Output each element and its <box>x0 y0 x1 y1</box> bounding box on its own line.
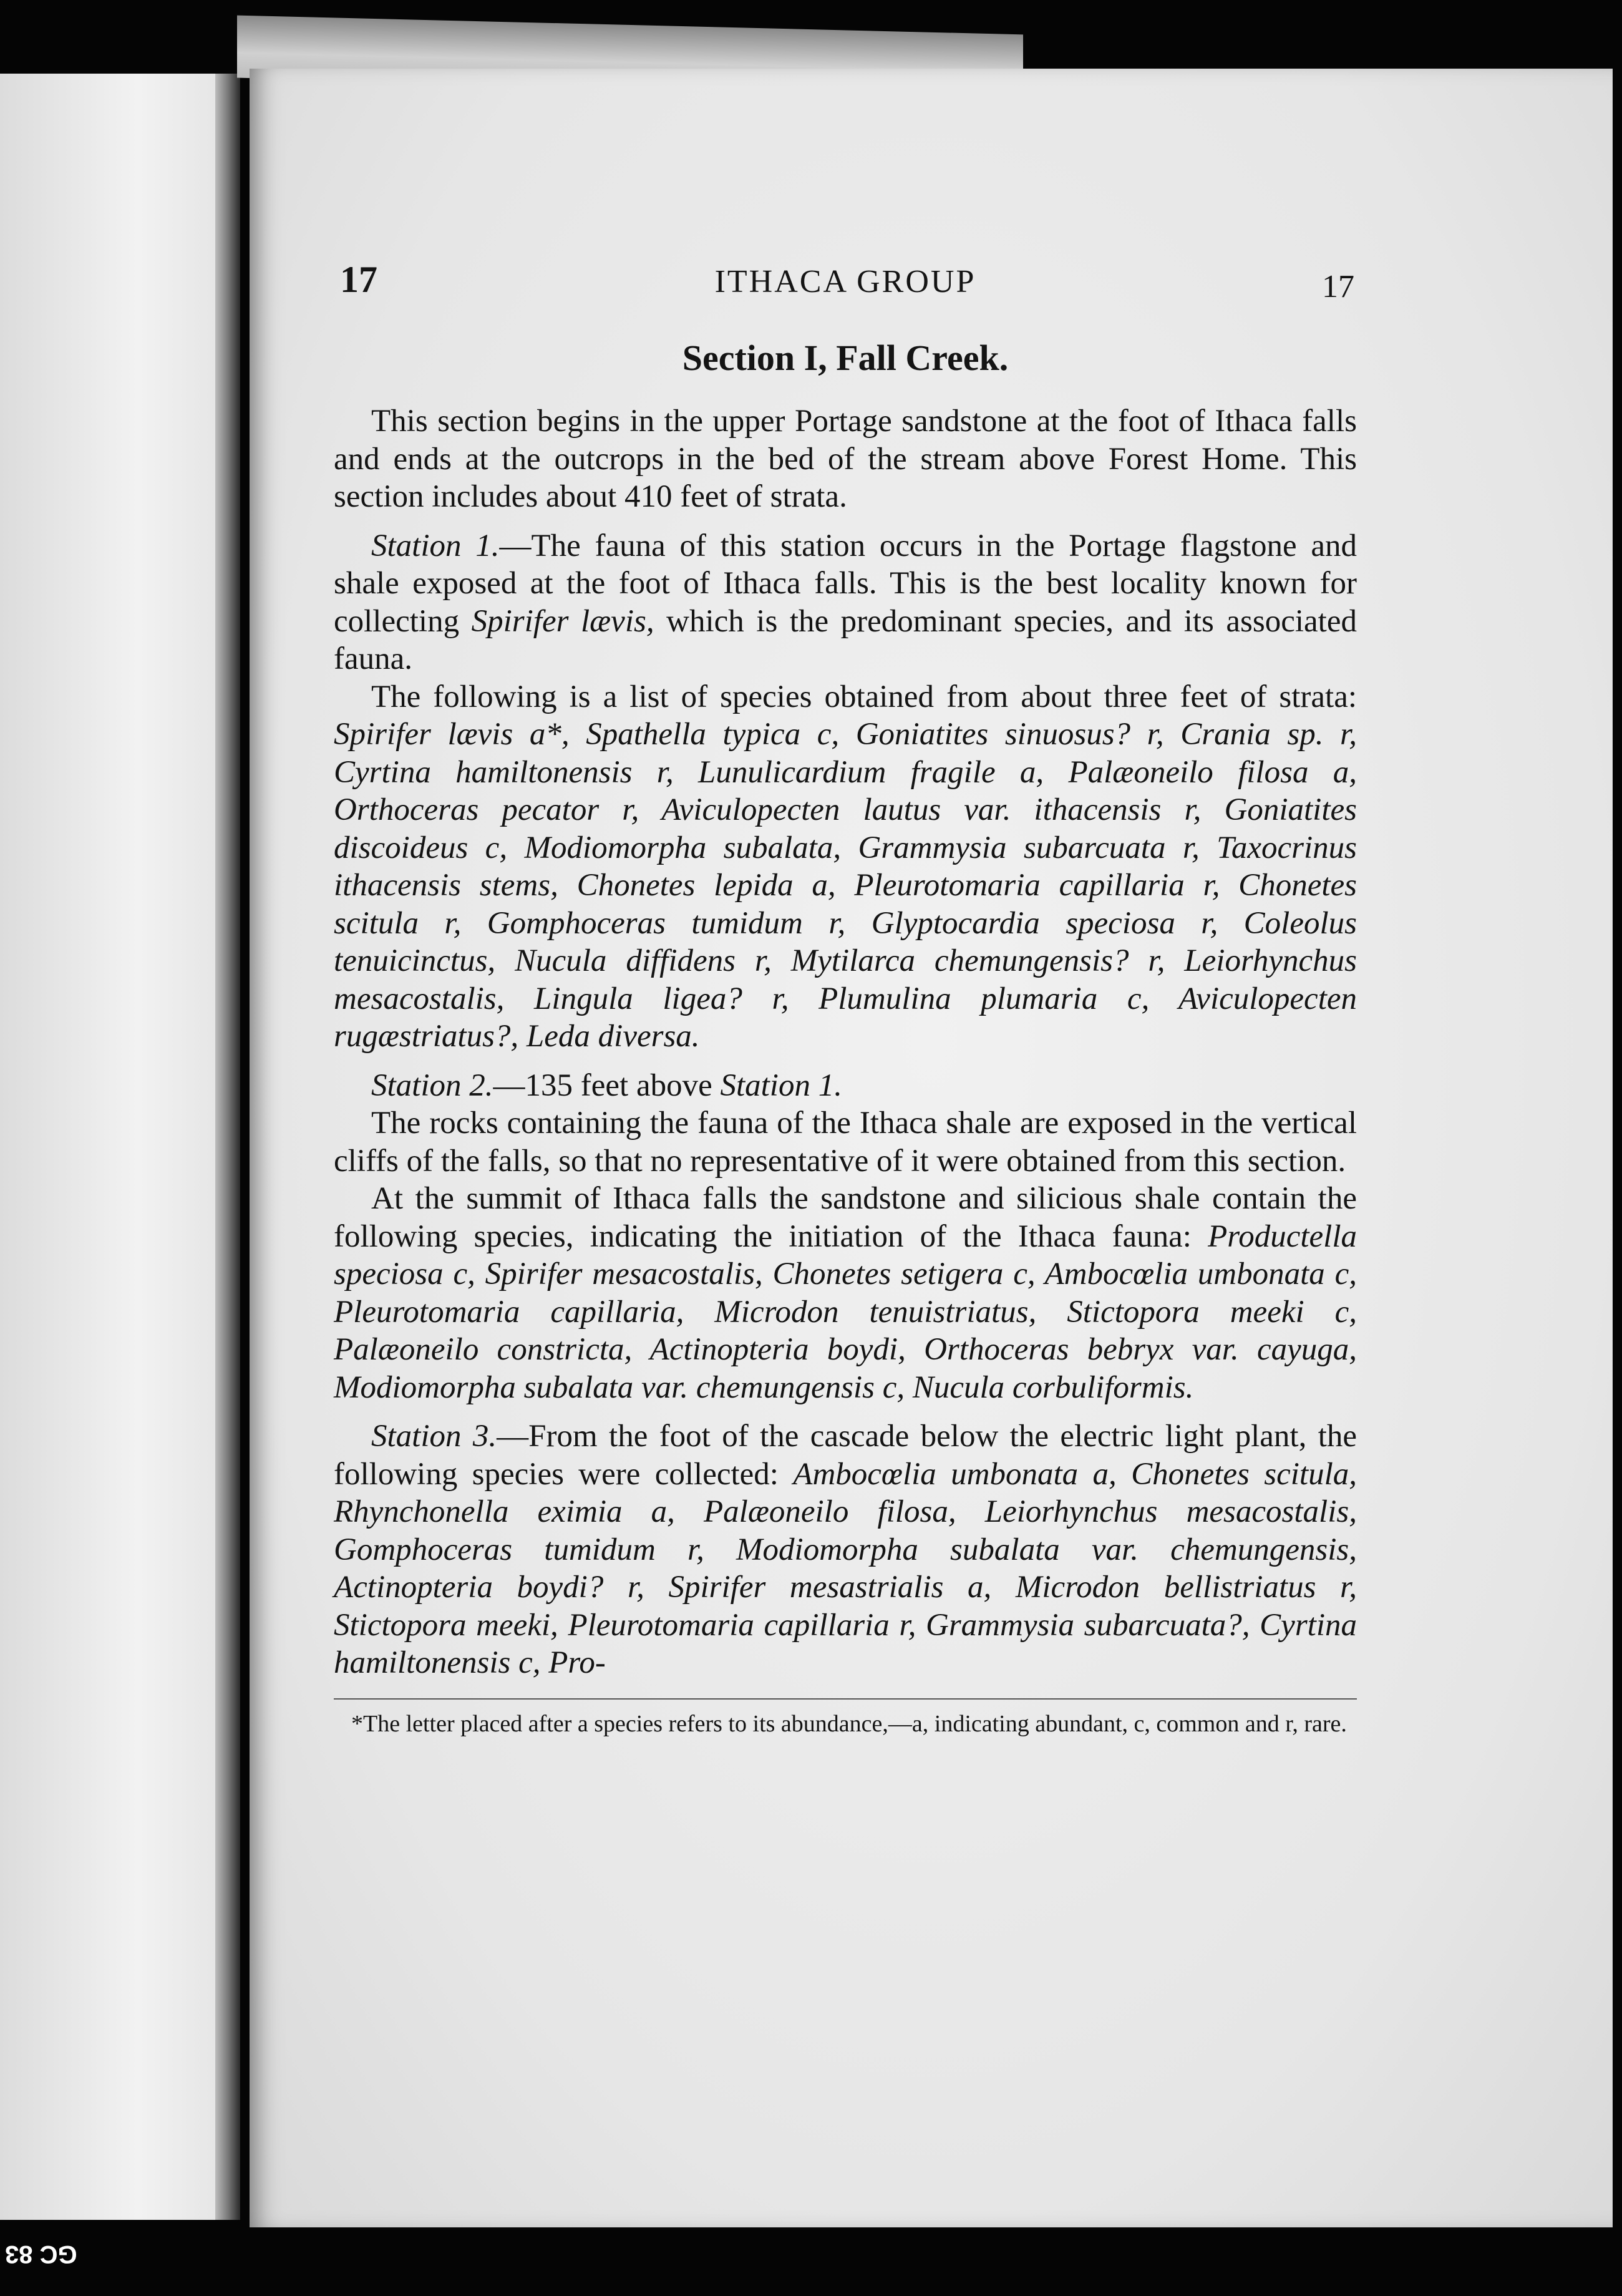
summit-paragraph <box>334 1180 1357 1406</box>
station-3-species: Ambocœlia umbonata a, Chonetes scitula, Rhynchonella eximia a, Palæoneilo filosa, Leiorhynchus mesacostalis, Gomphoceras tumidum r, Modiomorpha subalata var. chemungensis, Actinopteria boydi? r, Spirifer mesastrialis a, Microdon bellistriatus r, Stictopora meeki, Pleurotomaria capillaria r, Grammysia subarcuata?, Cyrtina hamiltonensis c, Pro- <box>334 1456 1357 1680</box>
station-2-paragraph <box>334 1067 1357 1105</box>
page-number-right: 17 <box>1322 269 1354 304</box>
species-list: Spirifer lævis a*, Spathella typica c, Goniatites sinuosus? r, Crania sp. r, Cyrtina hamiltonensis r, Lunulicardium fragile a, Palæoneilo filosa a, Orthoceras pecator r, Aviculopecten lautus var. ithacensis r, Goniatites discoideus c, Modiomorpha subalata, Grammysia subarcuata r, Taxocrinus ithacensis stems, Chonetes lepida a, Pleurotomaria capillaria r, Chonetes scitula r, Gomphoceras tumidum r, Glyptocardia speciosa r, Coleolus tenuicinctus, Nucula diffidens r, Mytilarca chemungensis? r, Leiorhynchus mesacostalis, Lingula ligea? r, Plumulina plumaria c, Aviculopecten rugæstriatus?, Leda diversa. <box>334 717 1357 1054</box>
rocks-paragraph: The rocks containing the fauna of the Ithaca shale are exposed in the vertical cliffs of the falls, so that no representative of it were obtained from this section. <box>334 1106 1357 1179</box>
running-head-title: ITHACA GROUP <box>714 264 976 299</box>
station-3-text: —From the foot of the cascade below the electric light plant, the following species were collected: <box>334 1419 1357 1492</box>
species-list-intro: The following is a list of species obtained from about three feet of strata: <box>371 679 1357 714</box>
intro-paragraph: This section begins in the upper Portage sandstone at the foot of Ithaca falls and ends at the outcrops in the bed of the stream above Forest Home. This section includes about 410 feet of strata. <box>334 404 1357 514</box>
station-1-species: Spirifer lævis, <box>471 603 654 639</box>
page-text-block <box>334 256 1357 1738</box>
station-2-reference: Station 1. <box>720 1068 842 1103</box>
station-1-label: Station 1. <box>371 528 500 563</box>
station-2-text: —135 feet above <box>493 1068 721 1103</box>
station-2-label: Station 2. <box>371 1068 493 1103</box>
spine-mark: GC 83 <box>5 2240 77 2268</box>
footnote: *The letter placed after a species refers to its abundance,—a, indicating abundant, c, common and r, rare. <box>334 1698 1357 1738</box>
species-list-paragraph <box>334 678 1357 1056</box>
page-number-left: 17 <box>340 259 377 300</box>
book-gutter <box>215 74 240 2220</box>
section-title: Section I, Fall Creek. <box>682 338 1009 378</box>
running-header <box>334 256 1357 306</box>
summit-species: Productella speciosa c, Spirifer mesacostalis, Chonetes setigera c, Ambocœlia umbonata c, Pleurotomaria capillaria, Microdon tenuistriatus, Stictopora meeki c, Palæoneilo constricta, Actinopteria boydi, Orthoceras bebryx var. cayuga, Modiomorpha subalata var. chemungensis c, Nucula corbuliformis. <box>334 1219 1357 1405</box>
station-1-text: —The fauna of this station occurs in the Portage flagstone and shale exposed at the foot of Ithaca falls. This is the best locality known for collecting <box>334 528 1357 639</box>
left-page <box>0 74 230 2220</box>
station-3-paragraph <box>334 1418 1357 1682</box>
station-3-label: Station 3. <box>371 1419 497 1454</box>
summit-text: At the summit of Ithaca falls the sandstone and silicious shale contain the following species, indicating the initiation of the Ithaca fauna: <box>334 1181 1357 1254</box>
station-1-end: which is the predominant species, and its associated fauna. <box>334 603 1357 676</box>
station-1-paragraph <box>334 527 1357 678</box>
